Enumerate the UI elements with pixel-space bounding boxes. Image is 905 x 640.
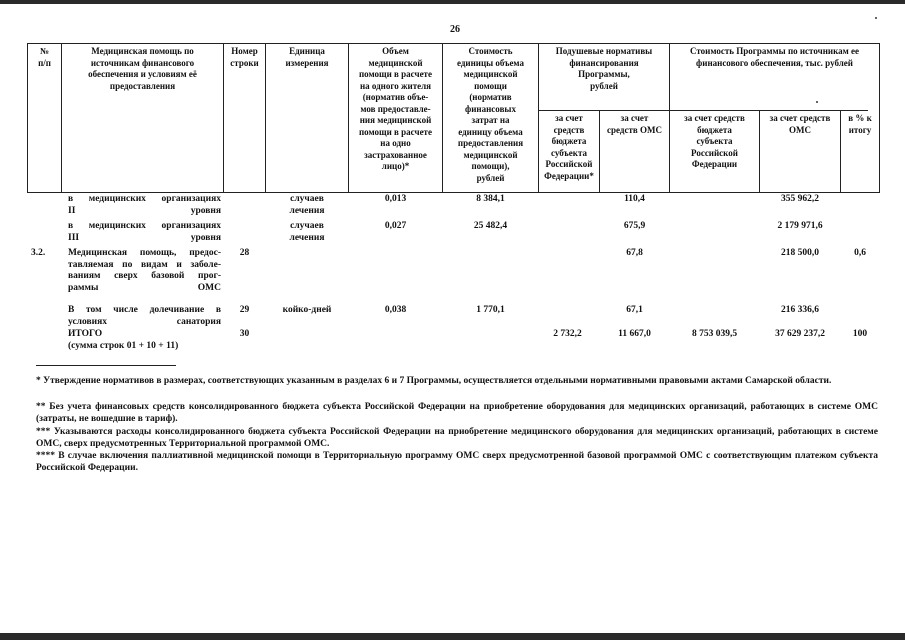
row-volume: 0,013	[384, 194, 407, 204]
row-name: в медицинских организациях II уровня	[68, 194, 221, 216]
header-bottom-border	[27, 192, 879, 193]
scan-speck	[875, 17, 877, 19]
header-sub-norm-oms: за счет средств ОМС	[607, 113, 662, 135]
header-group-norms: Подушевые нормативы финансирования Программы, рублей	[555, 46, 653, 91]
row-norm-oms: 11 667,0	[618, 329, 651, 339]
row-line: 30	[239, 329, 250, 339]
header-sub-cost-pct: в % к итогу	[848, 113, 872, 135]
header-group-cost: Стоимость Программы по источникам ее финансового обеспечения, тыс. рублей	[690, 46, 859, 68]
row-pct: 0,6	[854, 248, 866, 258]
row-norm-oms: 675,9	[623, 221, 646, 231]
header-col-number: № п/п	[38, 46, 51, 68]
header-col-volume: Объем медицинской помощи в расчете на одного жителя (норматив объе- мов предоставле- ния медицинской помощи в расчете на одно застрахованное лицо)*	[359, 46, 432, 171]
scan-border-bottom	[0, 633, 905, 640]
header-sub-cost-oms: за счет средств ОМС	[769, 113, 831, 135]
row-volume: 0,038	[384, 305, 407, 315]
row-line: 29	[239, 305, 250, 315]
row-cost: 1 770,1	[476, 305, 505, 315]
row-pct: 100	[852, 329, 868, 339]
row-cost-oms: 216 336,6	[781, 305, 819, 315]
row-norm-oms: 110,4	[624, 194, 645, 204]
footnote: * Утверждение нормативов в размерах, соответствующих указанным в разделах 6 и 7 Программы, осуществляется отдельными нормативными правовыми актами Самарской области.	[36, 376, 832, 386]
header-col-line: Номер строки	[230, 46, 259, 68]
scan-border-top	[0, 0, 905, 4]
row-unit: случаев лечения	[289, 194, 325, 216]
footnote: **** В случае включения паллиативной медицинской помощи в Территориальную программу ОМС сверх предусмотренной базовой программой ОМС с соответствующим платежом субъекта Российской Федерации.	[36, 451, 878, 473]
row-cost-oms: 355 962,2	[781, 194, 819, 204]
header-col-unit: Единица измерения	[285, 46, 329, 68]
row-cost: 8 384,1	[476, 194, 505, 204]
header-sub-cost-budget: за счет средств бюджета субъекта Российской Федерации	[684, 113, 745, 169]
footnote: ** Без учета финансовых средств консолидированного бюджета субъекта Российской Федерации на приобретение оборудования для медицинских организаций, работающих в системе ОМС (затраты, не вошедшие в тариф).	[36, 402, 878, 424]
row-number: 3.2.	[31, 248, 46, 258]
col-border	[879, 43, 880, 193]
row-cost-oms: 37 629 237,2	[775, 329, 825, 339]
row-name-total: ИТОГО (сумма строк 01 + 10 + 11)	[68, 329, 179, 351]
row-norm-budget: 2 732,2	[553, 329, 582, 339]
row-norm-oms: 67,1	[626, 305, 643, 315]
footnote-separator	[36, 365, 176, 366]
header-col-cost: Стоимость единицы объема медицинской помощи (норматив финансовых затрат на единицу объема предоставления медицинской помощи), рублей	[456, 46, 525, 183]
subheader-divider	[538, 110, 868, 111]
row-cost: 25 482,4	[473, 221, 508, 231]
scan-speck	[816, 101, 818, 103]
row-line: 28	[239, 248, 250, 258]
row-unit: койко-дней	[282, 305, 332, 315]
header-sub-norm-budget: за счет средств бюджета субъекта Российской Федерации*	[544, 113, 594, 181]
row-unit: случаев лечения	[289, 221, 325, 243]
row-name: Медицинская помощь, предос- тавляемая по видам и заболе- ваниям сверх базовой прог- раммы ОМС	[68, 248, 221, 293]
footnote: *** Указываются расходы консолидированного бюджета субъекта Российской Федерации на приобретение медицинского оборудования для медицинских организаций, работающих в системе ОМС, сверх предусмотренных Территориальной программой ОМС.	[36, 427, 878, 449]
row-cost-budget: 8 753 039,5	[691, 329, 738, 339]
row-name: В том числе долечивание в условиях санатория	[68, 305, 221, 327]
row-cost-oms: 218 500,0	[781, 248, 819, 258]
header-col-type: Медицинская помощь по источникам финансового обеспечения и условиям её предоставления	[88, 46, 197, 91]
row-norm-oms: 67,8	[626, 248, 643, 258]
row-cost-oms: 2 179 971,6	[777, 221, 823, 231]
page-number: 26	[450, 24, 460, 35]
row-volume: 0,027	[384, 221, 407, 231]
table-top-border	[27, 43, 879, 44]
row-name: в медицинских организациях III уровня	[68, 221, 221, 243]
